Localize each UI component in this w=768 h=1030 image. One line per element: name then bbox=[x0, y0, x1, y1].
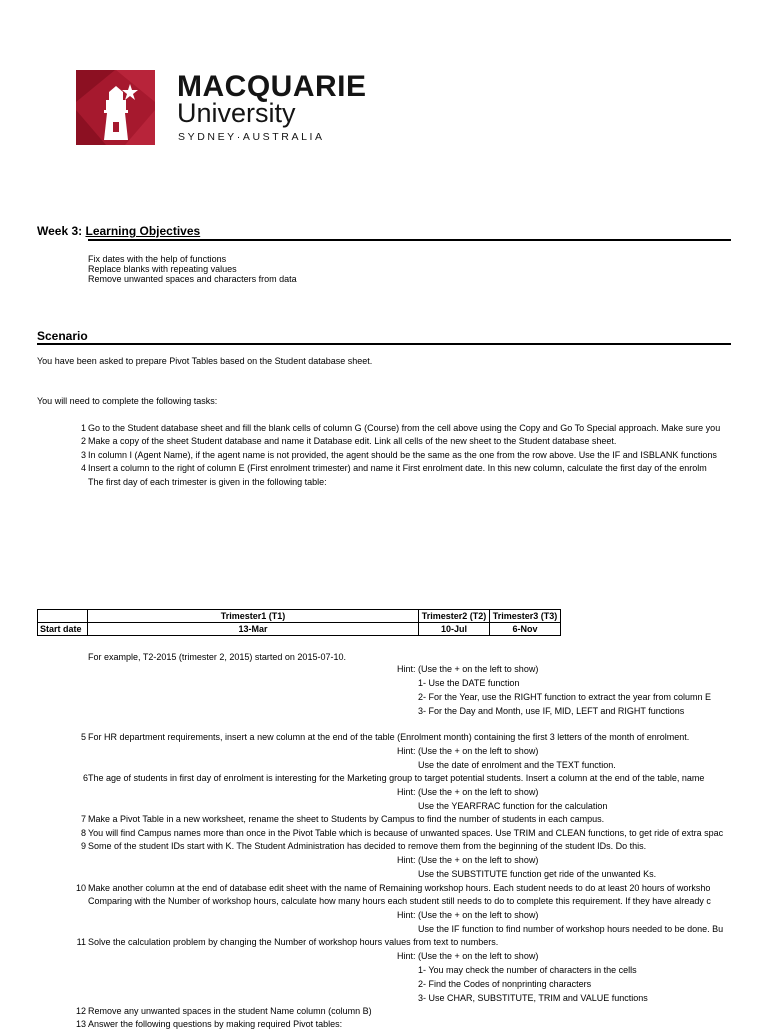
hint-item: 1- Use the DATE function bbox=[418, 678, 520, 688]
week-title: Learning Objectives bbox=[85, 224, 201, 238]
task-text: Remove any unwanted spaces in the student Name column (column B) bbox=[88, 1006, 372, 1016]
hint-item: Use the date of enrolment and the TEXT function. bbox=[418, 760, 616, 770]
task-number: 4 bbox=[80, 463, 86, 473]
hint-item: 3- Use CHAR, SUBSTITUTE, TRIM and VALUE functions bbox=[418, 993, 648, 1003]
task-number: 1 bbox=[80, 423, 86, 433]
task-text: In column I (Agent Name), if the agent name is not provided, the agent should be the same as the one from the row above. Use the IF and ISBLANK functions bbox=[88, 450, 717, 460]
table-header: Trimester1 (T1) bbox=[88, 610, 419, 623]
hint-toggle[interactable]: Hint: (Use the + on the left to show) bbox=[397, 951, 539, 961]
task-number: 6 bbox=[82, 773, 88, 783]
task-text: Comparing with the Number of workshop hours, calculate how many hours each student still needs to do to complete this requirement. If they have already c bbox=[88, 896, 711, 906]
task-text: You will find Campus names more than once in the Pivot Table which is because of unwanted spaces. Use TRIM and CLEAN functions, to get ride of extra spac bbox=[88, 828, 724, 838]
task-text: For HR department requirements, insert a new column at the end of the table (Enrolment month) containing the first 3 letters of the month of enrolment. bbox=[88, 732, 690, 742]
task-number: 12 bbox=[75, 1006, 86, 1016]
brand-main: MACQUARIE bbox=[177, 70, 367, 103]
task-number: 9 bbox=[80, 841, 86, 851]
brand-location: SYDNEY·AUSTRALIA bbox=[178, 131, 325, 143]
task-text: The age of students in first day of enrolment is interesting for the Marketing group to target potential students. Insert a column at the end of the table, name bbox=[88, 773, 705, 783]
table-row bbox=[38, 623, 561, 636]
hint-item: Use the YEARFRAC function for the calculation bbox=[418, 801, 608, 811]
task-number: 5 bbox=[80, 732, 86, 742]
task-number: 7 bbox=[80, 814, 86, 824]
scenario-title: Scenario bbox=[37, 329, 88, 343]
objective-item: Fix dates with the help of functions bbox=[88, 254, 227, 264]
trimester-table bbox=[37, 609, 561, 636]
task-number: 10 bbox=[75, 883, 86, 893]
task-text: Make another column at the end of database edit sheet with the name of Remaining workshop hours. Each student needs to do at least 20 hours of worksho bbox=[88, 883, 711, 893]
scenario-intro: You have been asked to prepare Pivot Tables based on the Student database sheet. bbox=[37, 356, 373, 366]
hint-item: 2- Find the Codes of nonprinting characters bbox=[418, 979, 592, 989]
table-corner-cell bbox=[38, 610, 88, 623]
task-text: Make a Pivot Table in a new worksheet, rename the sheet to Students by Campus to find the number of students in each campus. bbox=[88, 814, 605, 824]
hint-toggle[interactable]: Hint: (Use the + on the left to show) bbox=[397, 787, 539, 797]
objective-item: Replace blanks with repeating values bbox=[88, 264, 237, 274]
table-header: Trimester3 (T3) bbox=[490, 610, 561, 623]
task-text: The first day of each trimester is given in the following table: bbox=[88, 477, 327, 487]
hint-item: 3- For the Day and Month, use IF, MID, LEFT and RIGHT functions bbox=[418, 706, 685, 716]
brand-sub: University bbox=[177, 98, 296, 128]
week-heading bbox=[37, 224, 200, 238]
hint-item: Use the SUBSTITUTE function get ride of the unwanted Ks. bbox=[418, 869, 657, 879]
hint-item: 1- You may check the number of characters in the cells bbox=[418, 965, 637, 975]
task-number: 2 bbox=[80, 436, 86, 446]
task-number: 3 bbox=[80, 450, 86, 460]
task-number: 8 bbox=[80, 828, 86, 838]
university-logo bbox=[76, 70, 155, 145]
tasks-intro: You will need to complete the following tasks: bbox=[37, 396, 218, 406]
week-rule bbox=[88, 239, 731, 241]
table-cell: 13-Mar bbox=[88, 623, 419, 636]
objective-item: Remove unwanted spaces and characters from data bbox=[88, 274, 297, 284]
row-label: Start date bbox=[38, 623, 88, 636]
task-number: 11 bbox=[76, 937, 86, 947]
hint-item: Use the IF function to find number of workshop hours needed to be done. Bu bbox=[418, 924, 724, 934]
task-text: Some of the student IDs start with K. The Student Administration has decided to remove them from the beginning of the student IDs. Do this. bbox=[88, 841, 647, 851]
task-text: Answer the following questions by making required Pivot tables: bbox=[88, 1019, 343, 1029]
table-row bbox=[38, 610, 561, 623]
table-header: Trimester2 (T2) bbox=[419, 610, 490, 623]
week-prefix: Week 3: bbox=[37, 224, 83, 238]
hint-toggle[interactable]: Hint: (Use the + on the left to show) bbox=[397, 910, 539, 920]
task-number: 13 bbox=[75, 1019, 86, 1029]
hint-toggle[interactable]: Hint: (Use the + on the left to show) bbox=[397, 855, 539, 865]
hint-toggle[interactable]: Hint: (Use the + on the left to show) bbox=[397, 746, 539, 756]
task-text: Solve the calculation problem by changing the Number of workshop hours values from text to numbers. bbox=[88, 937, 499, 947]
table-cell: 6-Nov bbox=[490, 623, 561, 636]
lighthouse-crest-icon bbox=[76, 70, 155, 145]
hint-toggle[interactable]: Hint: (Use the + on the left to show) bbox=[397, 664, 539, 674]
table-cell: 10-Jul bbox=[419, 623, 490, 636]
task-text: Insert a column to the right of column E (First enrolment trimester) and name it First enrolment date. In this new column, calculate the first day of the enrolm bbox=[88, 463, 707, 473]
scenario-rule bbox=[37, 343, 731, 345]
task-text: Make a copy of the sheet Student database and name it Database edit. Link all cells of the new sheet to the Student database sheet. bbox=[88, 436, 617, 446]
hint-item: 2- For the Year, use the RIGHT function to extract the year from column E bbox=[418, 692, 711, 702]
task-text: Go to the Student database sheet and fill the blank cells of column G (Course) from the cell above using the Copy and Go To Special approach. Make sure you bbox=[88, 423, 721, 433]
example-text: For example, T2-2015 (trimester 2, 2015) started on 2015-07-10. bbox=[88, 652, 346, 662]
